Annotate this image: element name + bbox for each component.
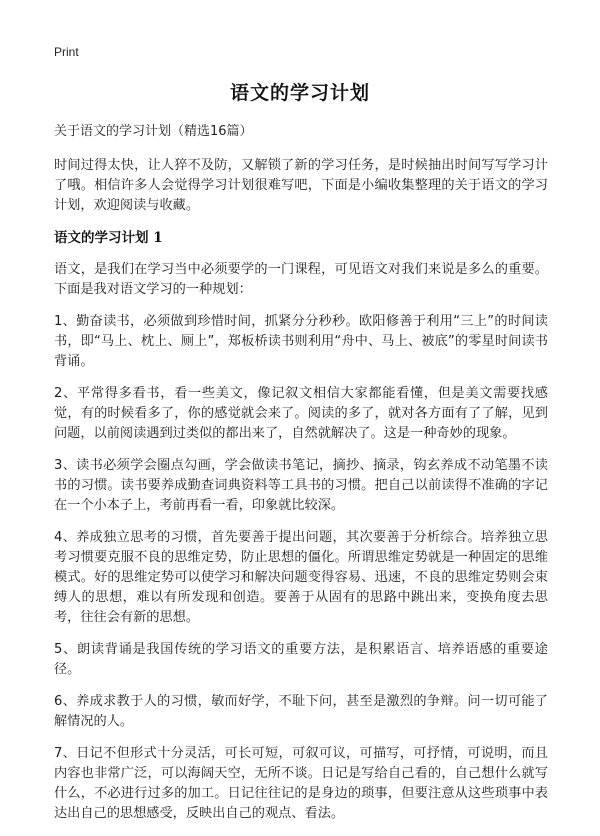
section-heading: 语文的学习计划 1 (54, 230, 163, 246)
body-paragraph: 语文，是我们在学习当中必须要学的一门课程，可见语文对我们来说是多么的重要。下面是我对语文学习的一种规划： (54, 262, 548, 297)
document-title: 语文的学习计划 (229, 82, 370, 104)
document-subtitle: 关于语文的学习计划（精选16篇） (54, 124, 253, 139)
body-paragraph: 2、平常得多看书，看一些美文，像记叙文相信大家都能看懂，但是美文需要找感觉，有的时候看多了，你的感觉就会来了。阅读的多了，就对各方面有了了解，见到问题，以前阅读遇到过类似的都出来了，自然就解决了。这是一种奇妙的现象。 (54, 386, 548, 441)
body-paragraph: 1、勤奋读书，必须做到珍惜时间，抓紧分分秒秒。欧阳修善于利用“三上”的时间读书，即“马上、枕上、厕上”，郑板桥读书则利用“舟中、马上、被底”的零星时间读书背诵。 (54, 314, 548, 369)
body-paragraph: 6、养成求教于人的习惯，敏而好学，不耻下问，甚至是激烈的争辩。问一切可能了解情况的人。 (54, 694, 548, 729)
print-label: Print (54, 45, 79, 59)
document-body (54, 122, 548, 836)
intro-paragraph: 时间过得太快，让人猝不及防，又解锁了新的学习任务，是时候抽出时间写写学习计了哦。相信许多人会觉得学习计划很难写吧，下面是小编收集整理的关于语文的学习计划，欢迎阅读与收藏。 (54, 158, 548, 213)
body-paragraph: 4、养成独立思考的习惯，首先要善于提出问题，其次要善于分析综合。培养独立思考习惯要克服不良的思维定势，防止思想的僵化。所谓思维定势就是一种固定的思维模式。好的思维定势可以使学习和解决问题变得容易、迅速，不良的思维定势则会束缚人的思想，难以有所发现和创造。要善于从固有的思路中跳出来，变换角度去思考，往往会有新的思想。 (54, 530, 548, 625)
body-paragraph: 5、朗读背诵是我国传统的学习语文的重要方法，是积累语言、培养语感的重要途径。 (54, 642, 548, 677)
body-paragraph: 7、日记不但形式十分灵活，可长可短，可叙可议，可描写，可抒情，可说明，而且内容也非常广泛，可以海阔天空，无所不谈。日记是写给自己看的，自己想什么就写什么，不必进行过多的加工。日记往往记的是身边的琐事，但要注意从这些琐事中表达出自己的思想感受，反映出自己的观点、看法。 (54, 746, 548, 821)
body-paragraph: 3、读书必须学会圈点勾画，学会做读书笔记，摘抄、摘录，钩玄养成不动笔墨不读书的习惯。读书要养成勤查词典资料等工具书的习惯。把自己以前读得不准确的字记在一个小本子上，考前再看一看，印象就比较深。 (54, 458, 548, 513)
